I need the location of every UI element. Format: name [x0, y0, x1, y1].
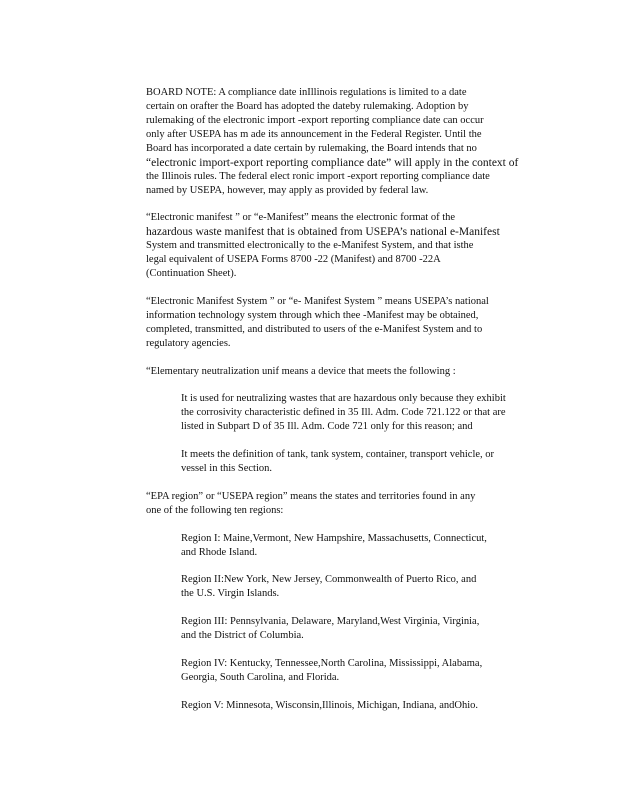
text-line: “Electronic manifest ” or “e-Manifest” means the electronic format of the: [146, 212, 456, 223]
text-line: (Continuation Sheet).: [146, 268, 237, 279]
board-note-paragraph: [146, 86, 536, 198]
text-line: rulemaking of the electronic import -export reporting compliance date can occur: [146, 115, 484, 126]
text-line: It meets the definition of tank, tank system, container, transport vehicle, or: [181, 449, 495, 460]
text-line: named by USEPA, however, may apply as provided by federal law.: [146, 185, 429, 196]
text-line: and Rhode Island.: [181, 547, 258, 558]
text-line: Region V: Minnesota, Wisconsin,Illinois, Michigan, Indiana, andOhio.: [181, 700, 479, 711]
region-4-entry: [181, 657, 553, 685]
text-line: legal equivalent of USEPA Forms 8700 -22 (Manifest) and 8700 -22A: [146, 254, 441, 265]
region-1-entry: [181, 532, 553, 560]
text-line: certain on orafter the Board has adopted the dateby rulemaking. Adoption by: [146, 101, 469, 112]
region-2-entry: [181, 573, 553, 601]
region-5-entry: [181, 699, 553, 713]
text-line: Georgia, South Carolina, and Florida.: [181, 672, 340, 683]
text-line: hazardous waste manifest that is obtained from USEPA’s national e-Manifest: [146, 226, 500, 238]
text-line: It is used for neutralizing wastes that are hazardous only because they exhibit: [181, 393, 506, 404]
text-line: Region III: Pennsylvania, Delaware, Maryland,West Virginia, Virginia,: [181, 616, 480, 627]
text-line: the Illinois rules. The federal elect ronic import -export reporting compliance date: [146, 171, 490, 182]
text-line: the corrosivity characteristic defined in 35 Ill. Adm. Code 721.122 or that are: [181, 407, 506, 418]
text-line: BOARD NOTE: A compliance date inIllinois regulations is limited to a date: [146, 87, 467, 98]
definition-epa-region: [146, 490, 536, 518]
text-line: Region I: Maine,Vermont, New Hampshire, Massachusetts, Connecticut,: [181, 533, 487, 544]
definition-elementary-neutralization: [146, 365, 536, 379]
neutralization-criterion-2: [181, 448, 553, 476]
text-line: the U.S. Virgin Islands.: [181, 588, 280, 599]
text-line: regulatory agencies.: [146, 338, 231, 349]
text-line: Region IV: Kentucky, Tennessee,North Carolina, Mississippi, Alabama,: [181, 658, 483, 669]
text-line: Region II:New York, New Jersey, Commonwealth of Puerto Rico, and: [181, 574, 477, 585]
text-line: one of the following ten regions:: [146, 505, 284, 516]
text-line: vessel in this Section.: [181, 463, 272, 474]
text-line: “EPA region” or “USEPA region” means the states and territories found in any: [146, 491, 476, 502]
region-3-entry: [181, 615, 553, 643]
text-line: completed, transmitted, and distributed to users of the e-Manifest System and to: [146, 324, 483, 335]
neutralization-criterion-1: [181, 392, 553, 434]
text-line: “electronic import-export reporting compliance date” will apply in the context of: [146, 157, 519, 169]
text-line: “Electronic Manifest System ” or “e- Manifest System ” means USEPA’s national: [146, 296, 489, 307]
text-line: only after USEPA has m ade its announcement in the Federal Register. Until the: [146, 129, 482, 140]
text-line: listed in Subpart D of 35 Ill. Adm. Code 721 only for this reason; and: [181, 421, 473, 432]
text-line: Board has incorporated a date certain by rulemaking, the Board intends that no: [146, 143, 477, 154]
definition-electronic-manifest: [146, 211, 536, 281]
text-line: and the District of Columbia.: [181, 630, 304, 641]
definition-electronic-manifest-system: [146, 295, 536, 351]
text-line: System and transmitted electronically to the e-Manifest System, and that isthe: [146, 240, 474, 251]
text-line: information technology system through which thee -Manifest may be obtained,: [146, 310, 479, 321]
text-line: “Elementary neutralization unif means a device that meets the following :: [146, 366, 456, 377]
